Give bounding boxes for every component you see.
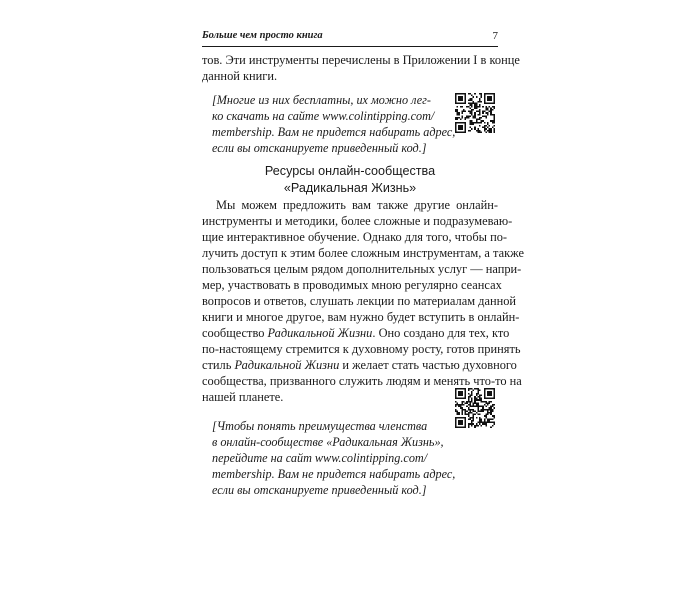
page-number: 7 — [492, 30, 498, 42]
paragraph-line: мер, участвовать в проводимых мною регулярно сеансах — [202, 278, 502, 292]
paragraph-line: лучить доступ к этим более сложным инструментам, а также — [202, 246, 524, 260]
paragraph-line: данной книги. — [202, 69, 278, 83]
text-span: сообщество — [202, 326, 268, 340]
note-line: если вы отсканируете приведенный код.] — [212, 141, 427, 155]
section-heading — [202, 163, 498, 197]
text-span: . Оно создано для тех, кто — [372, 326, 510, 340]
note-line: membership. Вам не придется набирать адрес, — [212, 467, 456, 481]
note-community-membership — [212, 418, 456, 498]
note-line: в онлайн-сообществе «Радикальная Жизнь», — [212, 435, 444, 449]
paragraph-line: пользоваться целым рядом дополнительных услуг — напри- — [202, 262, 522, 276]
paragraph-line: по-настоящему стремится к духовному росту, готов принять — [202, 342, 521, 356]
header-rule — [202, 46, 498, 47]
note-line: membership. Вам не придется набирать адрес, — [212, 125, 456, 139]
note-line: перейдите на сайт www.colintipping.com/ — [212, 451, 428, 465]
note-line: [Чтобы понять преимущества членства — [212, 419, 428, 433]
paragraph-line — [202, 325, 510, 341]
paragraph-line: щие интерактивное обучение. Однако для того, чтобы по- — [202, 230, 508, 244]
paragraph-line: книги и многое другое, вам нужно будет вступить в онлайн- — [202, 310, 520, 324]
qr-code-icon[interactable] — [455, 388, 495, 428]
note-membership-tools — [212, 92, 456, 156]
paragraph-line: инструменты и методики, более сложные и подразумеваю- — [202, 214, 513, 228]
italic-term: Радикальной Жизни — [267, 326, 373, 340]
italic-term: Радикальной Жизни — [234, 358, 340, 372]
paragraph-line: сообщества, призванного служить людям и менять что-то на — [202, 374, 522, 388]
text-span: и желает стать частью духовного — [339, 358, 517, 372]
paragraph-line: вопросов и ответов, слушать лекции по материалам данной — [202, 294, 517, 308]
note-line: ко скачать на сайте www.colintipping.com/ — [212, 109, 435, 123]
paragraph-line: нашей планете. — [202, 390, 284, 404]
heading-line: «Радикальная Жизнь» — [283, 181, 417, 195]
paragraph-line: Мы можем предложить вам также другие онлайн- — [216, 198, 498, 212]
heading-line: Ресурсы онлайн-сообщества — [264, 164, 436, 178]
text-span: стиль — [202, 358, 235, 372]
paragraph-line: тов. Эти инструменты перечислены в Приложении I в конце — [202, 53, 520, 67]
qr-code-icon[interactable] — [455, 93, 495, 133]
paragraph-line — [202, 357, 517, 373]
note-line: если вы отсканируете приведенный код.] — [212, 483, 427, 497]
note-line: [Многие из них бесплатны, их можно лег- — [212, 93, 431, 107]
running-title: Больше чем просто книга — [202, 30, 323, 41]
